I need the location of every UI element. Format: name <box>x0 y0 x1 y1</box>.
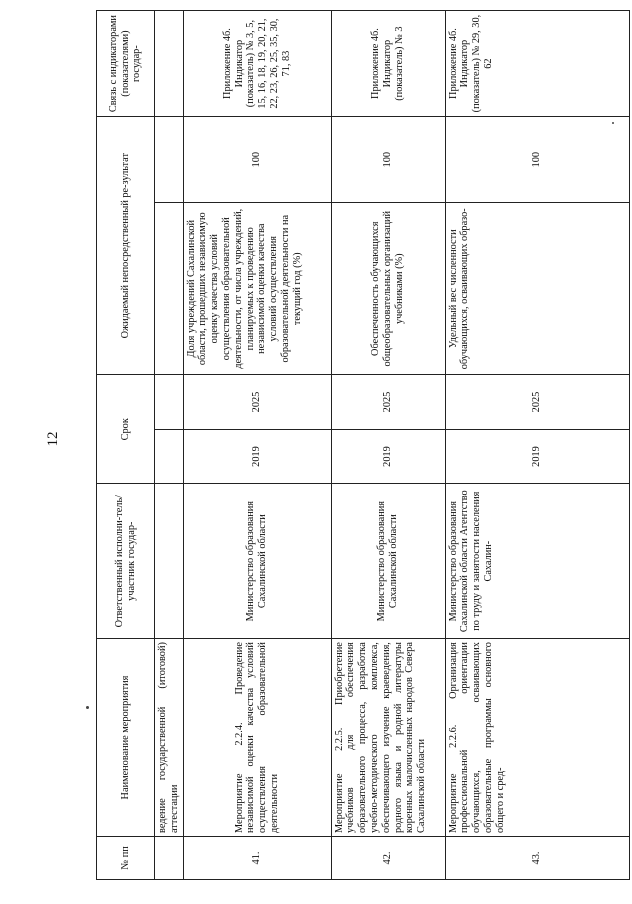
row-num: 42. <box>331 836 445 879</box>
row-num: 43. <box>445 836 629 879</box>
row-executor: Министерство образования Сахалинской области <box>331 484 445 639</box>
row-link: Приложение 4б. Индикатор (показатель) № 29, 30, 62 <box>445 11 629 117</box>
row-executor: Министерство образования Сахалинской области Агентство по труду и занятости населения Сахалин- <box>445 484 629 639</box>
header-num: № пп <box>97 836 155 879</box>
row-end: 2025 <box>183 375 331 430</box>
header-term: Срок <box>97 375 155 484</box>
header-link: Связь с индикаторами (показателями) государ- <box>97 11 155 117</box>
table-header-row <box>97 11 155 880</box>
row-executor <box>155 484 184 639</box>
row-num <box>155 836 184 879</box>
row-executor: Министерство образования Сахалинской области <box>183 484 331 639</box>
page-number: 12 <box>45 431 61 447</box>
row-end: 2025 <box>331 375 445 430</box>
row-result-value: 100 <box>445 117 629 203</box>
row-end: 2025 <box>445 375 629 430</box>
row-result-text <box>155 203 184 375</box>
row-link: Приложение 4б. Индикатор (показатель) № 3, 5, 15, 16, 18, 19, 20, 21, 22, 23, 26, 25, 35, 30, 71, 83 <box>183 11 331 117</box>
program-table <box>96 10 630 880</box>
header-name: Наименование мероприятия <box>97 639 155 837</box>
row-name: ведение государственной (итоговой) аттестации <box>155 639 184 837</box>
row-start <box>155 429 184 483</box>
row-end <box>155 375 184 430</box>
scan-speck <box>86 706 89 709</box>
row-start: 2019 <box>183 429 331 483</box>
row-name: Мероприятие 2.2.5. Приобретение учебников для обеспечения образовательного процесса, разработка учебно-методического комплекса, обеспечивающего изучение краеведения, родного языка и родной литературы коренных малочисленных народов Севера Сахалинской области <box>331 639 445 837</box>
row-result-text: Доля учреждений Сахалинской области, прошедших независимую оценку качества условий осуществления образовательной деятельности, от числа учреждений, планируемых к проведению независимой оценки качества условий осуществления образовательной деятельности на текущий год (%) <box>183 203 331 375</box>
row-name: Мероприятие 2.2.6. Организация профессиональной ориентации обучающихся, осваивающих образовательные программы основного общего и сред- <box>445 639 629 837</box>
row-result-value <box>155 117 184 203</box>
row-result-value: 100 <box>183 117 331 203</box>
table-row <box>331 11 445 880</box>
row-link: Приложение 4б. Индикатор (показатель) № 3 <box>331 11 445 117</box>
header-result: Ожидаемый непосредственный ре-зультат <box>97 117 155 375</box>
row-start: 2019 <box>331 429 445 483</box>
row-name: Мероприятие 2.2.4. Проведение независимой оценки качества условий осуществления образовательной деятельности <box>183 639 331 837</box>
table-row <box>155 11 184 880</box>
table-row <box>183 11 331 880</box>
row-start: 2019 <box>445 429 629 483</box>
row-result-value: 100 <box>331 117 445 203</box>
row-link <box>155 11 184 117</box>
header-executor: Ответственный исполни-тель/участник государ- <box>97 484 155 639</box>
table-row <box>445 11 629 880</box>
program-table-rotated <box>96 10 630 880</box>
row-result-text: Обеспеченность обучающихся общеобразовательных организаций учебниками (%) <box>331 203 445 375</box>
row-result-text: Удельный вес численности обучающихся, осваивающих образо- <box>445 203 629 375</box>
row-num: 41. <box>183 836 331 879</box>
